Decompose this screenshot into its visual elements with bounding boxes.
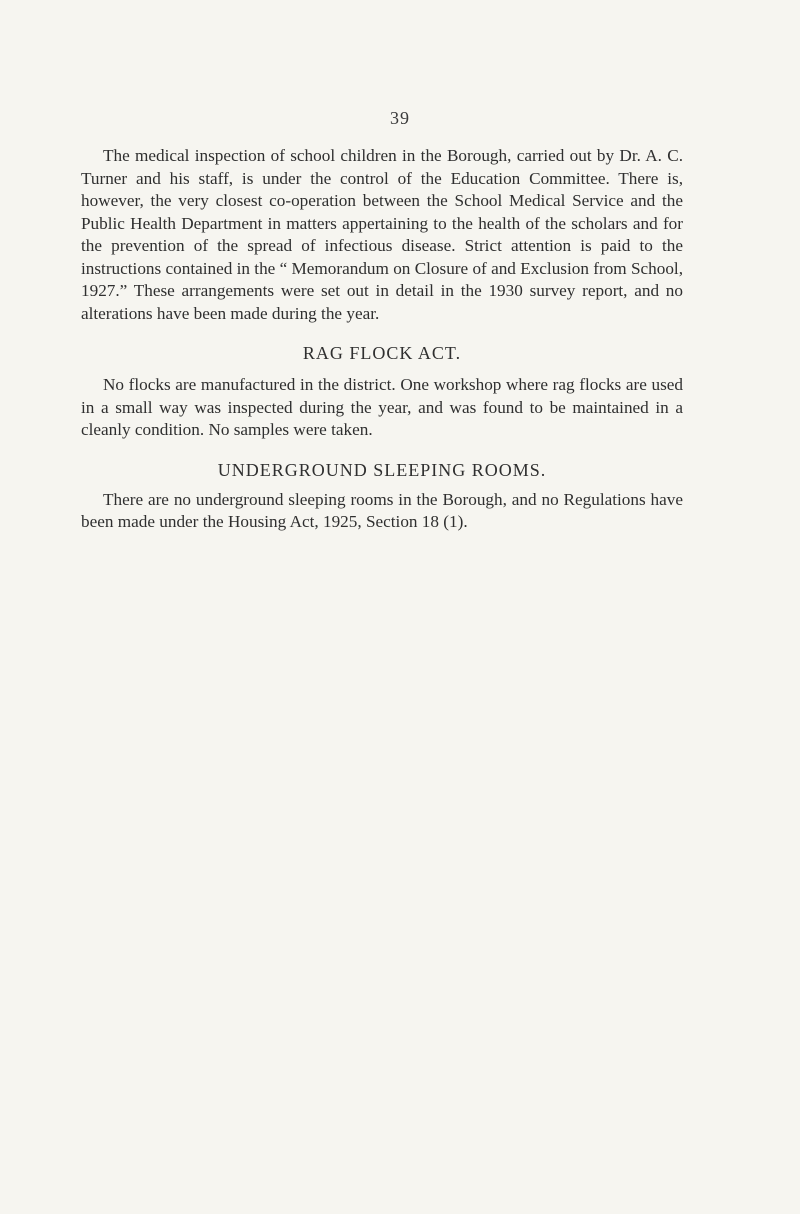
paragraph-rag-flock-act: No flocks are manufactured in the district. One workshop where rag flocks are used in a small way was inspected during the year, and was found to be maintained in a cleanly condition. No samples were taken. bbox=[81, 375, 683, 439]
page-number: 39 bbox=[390, 108, 410, 128]
heading-underground-sleeping-rooms: UNDERGROUND SLEEPING ROOMS. bbox=[217, 459, 547, 480]
heading-rag-flock-act: RAG FLOCK ACT. bbox=[302, 343, 462, 363]
page-body bbox=[81, 145, 683, 534]
paragraph-school-medical-inspection: The medical inspection of school children in the Borough, carried out by Dr. A. C. Turner and his staff, is under the control of the Education Committee. There is, however, the very closest co-operation between the School Medical Service and the Public Health Department in matters appertaining to the health of the scholars and for the prevention of the spread of infectious disease. Strict attention is paid to the instructions contained in the “ Memorandum on Closure of and Exclusion from School, 1927.” These arrangements were set out in detail in the 1930 survey report, and no alterations have been made during the year. bbox=[81, 146, 683, 323]
paragraph-underground-sleeping-rooms: There are no underground sleeping rooms in the Borough, and no Regulations have been made under the Housing Act, 1925, Section 18 (1). bbox=[81, 489, 683, 531]
